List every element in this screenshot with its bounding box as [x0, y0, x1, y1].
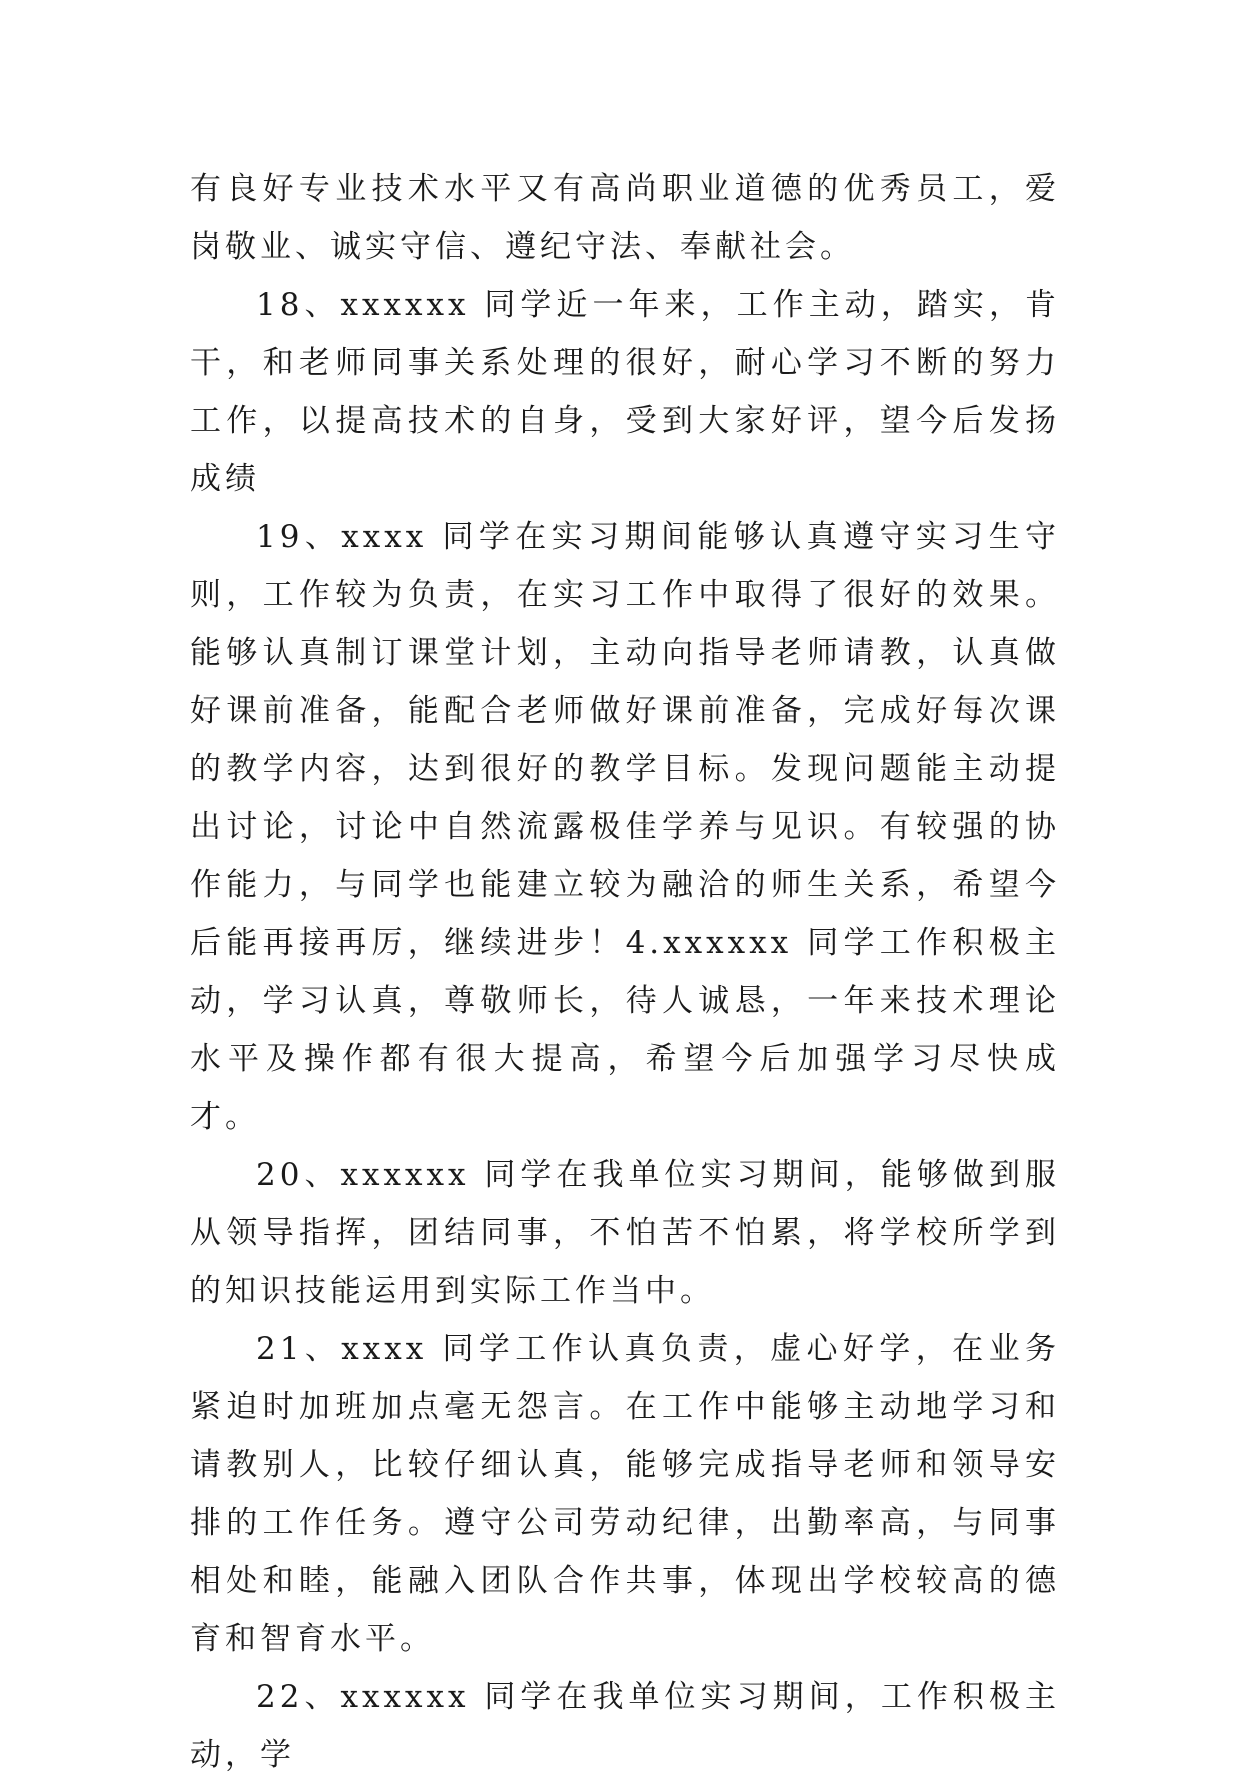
paragraph-continued: 有良好专业技术水平又有高尚职业道德的优秀员工，爱岗敬业、诚实守信、遵纪守法、奉献社会。 [190, 171, 1060, 265]
document-body [190, 160, 1060, 1784]
paragraph-item-18: 18、xxxxxx 同学近一年来，工作主动，踏实，肯干，和老师同事关系处理的很好，耐心学习不断的努力工作，以提高技术的自身，受到大家好评，望今后发扬成绩 [190, 287, 1060, 497]
paragraph-item-19: 19、xxxx 同学在实习期间能够认真遵守实习生守则，工作较为负责，在实习工作中取得了很好的效果。能够认真制订课堂计划，主动向指导老师请教，认真做好课前准备，能配合老师做好课前准备，完成好每次课的教学内容，达到很好的教学目标。发现问题能主动提出讨论，讨论中自然流露极佳学养与见识。有较强的协作能力，与同学也能建立较为融洽的师生关系，希望今后能再接再厉，继续进步！4.xxxxxx 同学工作积极主动，学习认真，尊敬师长，待人诚恳，一年来技术理论水平及操作都有很大提高，希望今后加强学习尽快成才。 [190, 519, 1060, 1135]
paragraph-item-22: 22、xxxxxx 同学在我单位实习期间，工作积极主动，学 [190, 1679, 1060, 1773]
paragraph-item-21: 21、xxxx 同学工作认真负责，虚心好学，在业务紧迫时加班加点毫无怨言。在工作中能够主动地学习和请教别人，比较仔细认真，能够完成指导老师和领导安排的工作任务。遵守公司劳动纪律，出勤率高，与同事相处和睦，能融入团队合作共事，体现出学校较高的德育和智育水平。 [190, 1331, 1060, 1657]
paragraph-item-20: 20、xxxxxx 同学在我单位实习期间，能够做到服从领导指挥，团结同事，不怕苦不怕累，将学校所学到的知识技能运用到实际工作当中。 [190, 1157, 1060, 1309]
